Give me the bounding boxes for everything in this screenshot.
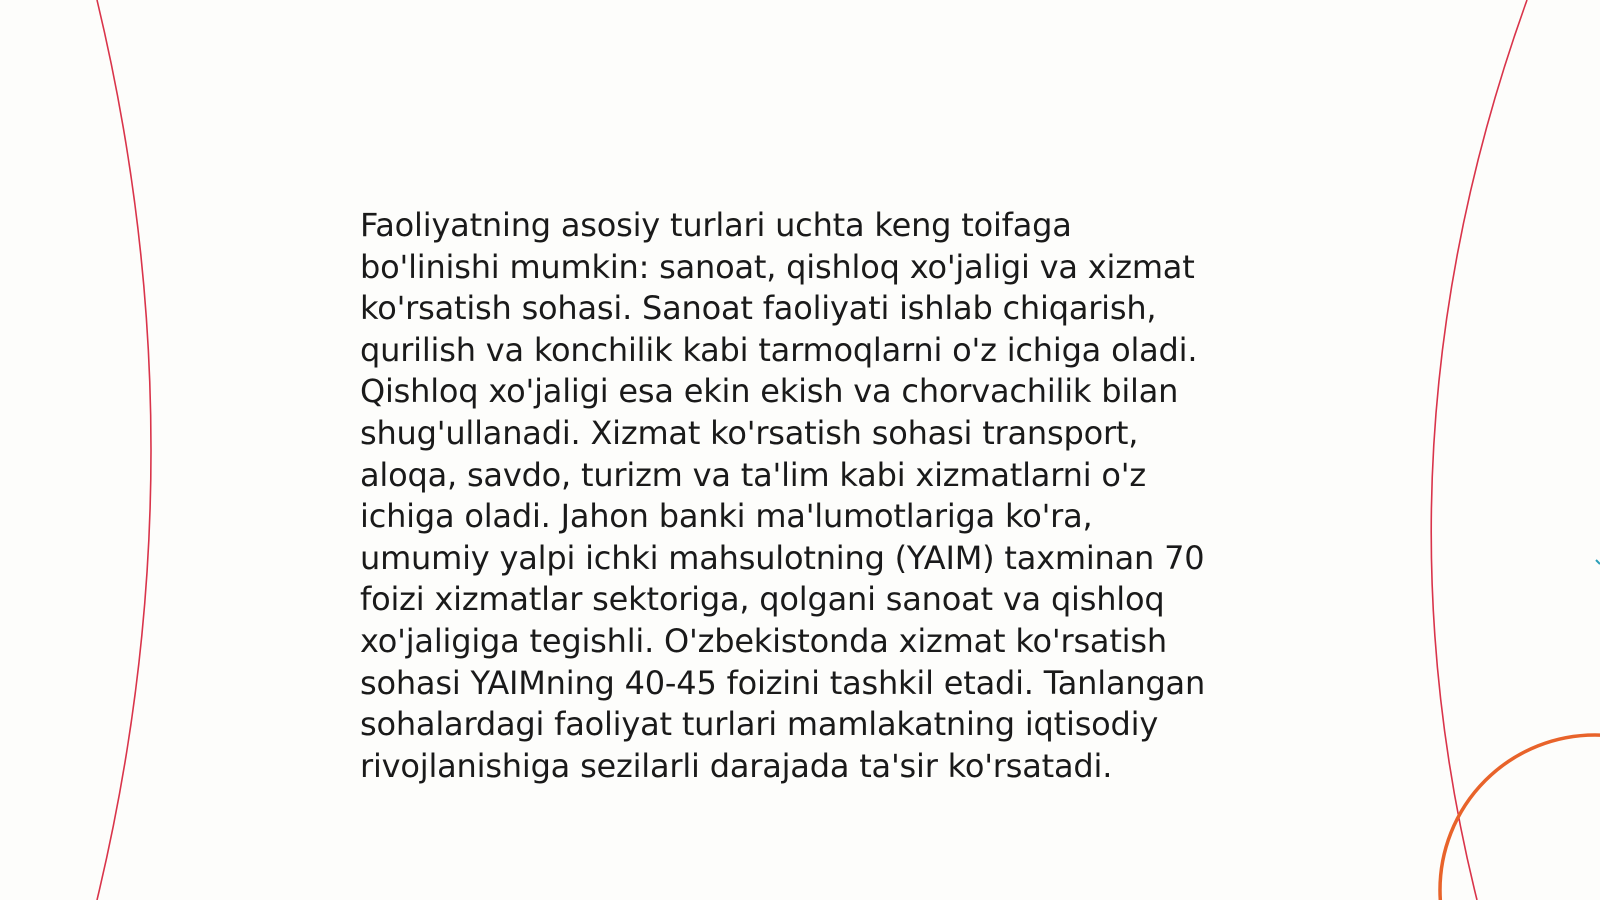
paragraph-line: sohasi YAIMning 40-45 foizini tashkil etadi. Tanlangan	[360, 663, 1206, 702]
paragraph-line: sohalardagi faoliyat turlari mamlakatning iqtisodiy	[360, 705, 1159, 744]
paragraph-line: foizi xizmatlar sektoriga, qolgani sanoat va qishloq	[360, 580, 1165, 619]
paragraph-line: aloqa, savdo, turizm va ta'lim kabi xizmatlarni o'z	[360, 455, 1146, 494]
paragraph-line: umumiy yalpi ichki mahsulotning (YAIM) taxminan 70	[360, 538, 1205, 577]
body-paragraph	[360, 205, 1240, 787]
right-curve-line	[1431, 0, 1527, 900]
paragraph-line: Faoliyatning asosiy turlari uchta keng toifaga	[360, 206, 1072, 244]
paragraph-line: shug'ullanadi. Xizmat ko'rsatish sohasi transport,	[360, 413, 1139, 452]
paragraph-line: Qishloq xo'jaligi esa ekin ekish va chorvachilik bilan	[360, 372, 1179, 411]
left-curve-line	[97, 0, 151, 900]
paragraph-line: xo'jaligiga tegishli. O'zbekistonda xizmat ko'rsatish	[360, 621, 1167, 660]
orange-circle-decoration	[1440, 735, 1600, 900]
paragraph-line: ko'rsatish sohasi. Sanoat faoliyati ishlab chiqarish,	[360, 289, 1157, 328]
paragraph-line: qurilish va konchilik kabi tarmoqlarni o'z ichiga oladi.	[360, 330, 1198, 369]
paragraph-line: bo'linishi mumkin: sanoat, qishloq xo'jaligi va xizmat	[360, 247, 1195, 286]
teal-tick-decoration	[1596, 560, 1600, 564]
paragraph-line: ichiga oladi. Jahon banki ma'lumotlariga ko'ra,	[360, 497, 1093, 536]
paragraph-line: rivojlanishiga sezilarli darajada ta'sir ko'rsatadi.	[360, 746, 1113, 785]
